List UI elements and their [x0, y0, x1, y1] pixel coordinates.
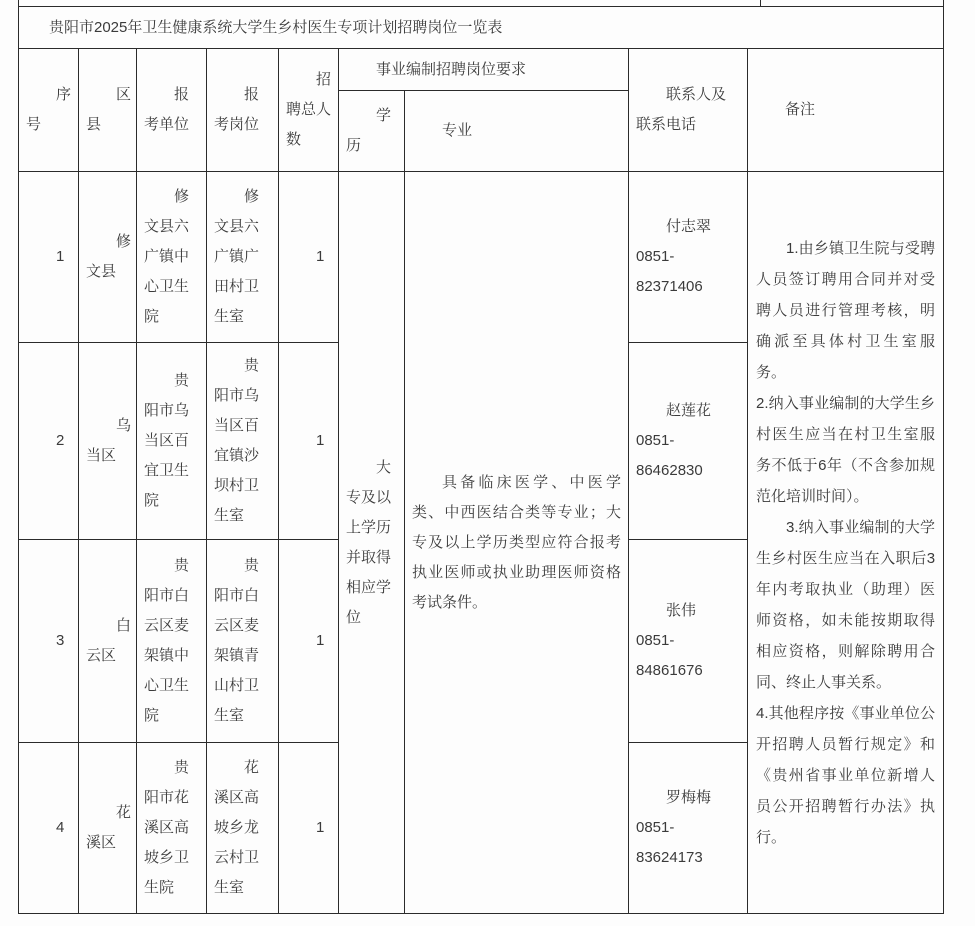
cell-district: 花溪区: [79, 743, 137, 914]
contact-name: 付志翠: [666, 218, 712, 235]
cell-remarks-merged: [748, 172, 944, 914]
contact-phone: 0851-83624173: [636, 819, 703, 866]
cell-headcount: 1: [279, 172, 339, 343]
header-major: [405, 91, 629, 172]
header-major-label: 专业: [442, 122, 473, 139]
cell-unit: 贵阳市花溪区高坡乡卫生院: [137, 743, 207, 914]
remark-item-2: 2.纳入事业编制的大学生乡村医生应当在村卫生室服务不低于6年（不含参加规范化培训时间）。: [756, 394, 936, 505]
cell-headcount: 1: [279, 540, 339, 743]
title-row: [19, 7, 944, 49]
cell-position: 花溪区高坡乡龙云村卫生室: [207, 743, 279, 914]
cell-district: 白云区: [79, 540, 137, 743]
remark-item-1: 1.由乡镇卫生院与受聘人员签订聘用合同并对受聘人员进行管理考核，明确派至具体村卫生室服务。: [756, 239, 936, 381]
cell-headcount: 1: [279, 743, 339, 914]
contact-name: 罗梅梅: [666, 789, 712, 806]
contact-phone: 0851-82371406: [636, 248, 703, 295]
remark-item-3: 3.纳入事业编制的大学生乡村医生应当在入职后3年内考取执业（助理）医师资格，如未能按期取得相应资格，则解除聘用合同、终止人事关系。: [756, 518, 936, 691]
header-unit: 报考单位: [137, 49, 207, 172]
page-title: 贵阳市2025年卫生健康系统大学生乡村医生专项计划招聘岗位一览表: [19, 7, 944, 49]
header-remarks: 备注: [748, 49, 944, 172]
cell-contact: [629, 172, 748, 343]
header-position: 报考岗位: [207, 49, 279, 172]
header-contact: 联系人及联系电话: [629, 49, 748, 172]
cell-unit: 贵阳市乌当区百宜卫生院: [137, 343, 207, 540]
cell-seq: 4: [19, 743, 79, 914]
contact-name: 赵莲花: [666, 402, 712, 419]
cell-contact: [629, 343, 748, 540]
header-education: [339, 91, 405, 172]
cell-district: 修文县: [79, 172, 137, 343]
cell-education-merged: 大专及以上学历并取得相应学位: [339, 172, 405, 914]
cell-position: 贵阳市乌当区百宜镇沙坝村卫生室: [207, 343, 279, 540]
remark-item-4: 4.其他程序按《事业单位公开招聘人员暂行规定》和《贵州省事业单位新增人员公开招聘暂行办法》执行。: [756, 704, 936, 846]
cell-position: 修文县六广镇广田村卫生室: [207, 172, 279, 343]
cell-district: 乌当区: [79, 343, 137, 540]
contact-phone: 0851-84861676: [636, 632, 703, 679]
contact-name: 张伟: [666, 602, 697, 619]
cell-seq: 2: [19, 343, 79, 540]
job-row-1: [19, 172, 944, 343]
header-education-label: 学历: [346, 107, 392, 154]
header-seq: 序号: [19, 49, 79, 172]
cell-unit: 贵阳市白云区麦架镇中心卫生院: [137, 540, 207, 743]
cell-seq: 3: [19, 540, 79, 743]
cell-seq: 1: [19, 172, 79, 343]
cell-headcount: 1: [279, 343, 339, 540]
cell-unit: 修文县六广镇中心卫生院: [137, 172, 207, 343]
header-row-top: [19, 49, 944, 91]
recruitment-table: [18, 6, 944, 914]
header-district: 区县: [79, 49, 137, 172]
cell-contact: [629, 540, 748, 743]
cell-contact: [629, 743, 748, 914]
cell-major-merged: 具备临床医学、中医学类、中西医结合类等专业；大专及以上学历类型应符合报考执业医师或执业助理医师资格考试条件。: [405, 172, 629, 914]
header-headcount: 招聘总人数: [279, 49, 339, 172]
cell-position: 贵阳市白云区麦架镇青山村卫生室: [207, 540, 279, 743]
contact-phone: 0851-86462830: [636, 432, 703, 479]
header-requirements-group: 事业编制招聘岗位要求: [339, 49, 629, 91]
